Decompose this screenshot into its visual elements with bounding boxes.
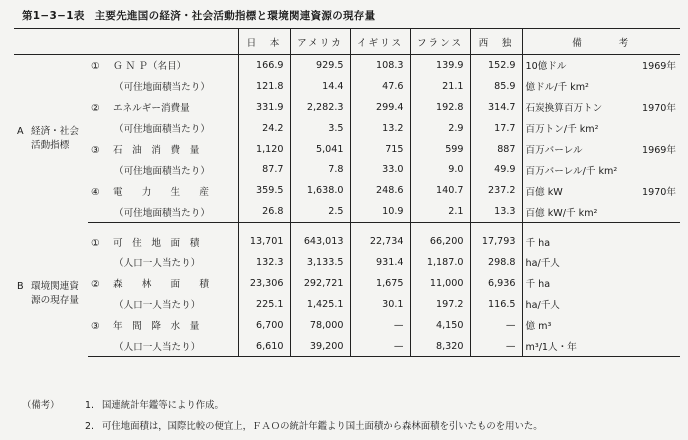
item-label: Ｇ Ｎ Ｐ（名目） [113, 61, 187, 73]
value-cell: 132.3 [238, 252, 290, 273]
table-row [14, 315, 680, 336]
group-letter: A [17, 125, 24, 137]
header-blank [14, 29, 238, 55]
table-row [14, 180, 680, 201]
note-1 [22, 397, 543, 418]
value-cell: 192.8 [410, 97, 470, 118]
table-title [22, 8, 375, 23]
value-cell: 359.5 [238, 180, 290, 201]
remark-unit: 百万バーレル [525, 145, 583, 156]
remark-unit: m³/1人・年 [525, 342, 577, 354]
row-label [88, 97, 238, 118]
value-cell: 292,721 [290, 273, 350, 294]
remark-year: 1969年 [641, 145, 676, 156]
remark-cell [522, 294, 680, 315]
table-title-text: 主要先進国の経済・社会活動指標と環境関連資源の現存量 [94, 10, 376, 22]
remark-cell [522, 76, 680, 97]
header-japan: 日 本 [238, 29, 290, 55]
value-cell: 1,120 [238, 139, 290, 160]
row-label: （可住地面積当たり） [114, 82, 210, 94]
value-cell: 33.0 [350, 159, 410, 180]
row-label: （人口一人当たり） [114, 300, 201, 312]
group-letter: B [17, 281, 24, 293]
item-label: 可 住 地 面 積 [113, 237, 200, 249]
value-cell: 6,610 [238, 336, 290, 357]
remark-unit: ha/千人 [525, 258, 560, 270]
table-row [14, 336, 680, 357]
value-cell: 108.3 [350, 55, 410, 76]
row-label: （人口一人当たり） [88, 336, 238, 357]
remark-unit: 百万バーレル/千 km² [525, 165, 618, 177]
value-cell: 237.2 [470, 180, 522, 201]
item-label: 石 油 消 費 量 [113, 145, 200, 156]
value-cell: 39,200 [290, 336, 350, 357]
table-row [14, 76, 680, 97]
row-label [88, 180, 238, 201]
header-remarks: 備 考 [522, 29, 680, 55]
table-row [14, 231, 680, 252]
remark-unit: 千 ha [525, 237, 551, 249]
value-cell: 331.9 [238, 97, 290, 118]
header-uk: イギリス [350, 29, 410, 55]
table-row [14, 252, 680, 273]
item-number: ② [91, 103, 100, 115]
value-cell: 24.2 [238, 118, 290, 139]
table-row [14, 201, 680, 222]
value-cell: 197.2 [410, 294, 470, 315]
remark-unit: 百億 kW [525, 186, 563, 198]
value-cell: 140.7 [410, 180, 470, 201]
remark-cell [522, 55, 680, 76]
value-cell: 85.9 [470, 76, 522, 97]
value-cell: 47.6 [350, 76, 410, 97]
value-cell: 87.7 [238, 159, 290, 180]
value-cell: 299.4 [350, 97, 410, 118]
note-text: 国連統計年鑑等により作成。 [102, 400, 224, 411]
row-label: （人口一人当たり） [114, 258, 201, 270]
remark-cell [522, 315, 680, 336]
remark-cell [522, 273, 680, 294]
value-cell: 166.9 [238, 55, 290, 76]
row-label [88, 139, 238, 160]
item-number: ① [91, 61, 100, 73]
item-number: ③ [91, 145, 100, 156]
note-number: 1. [85, 400, 94, 411]
value-cell: 3.5 [290, 118, 350, 139]
table-row [14, 159, 680, 180]
remark-cell [522, 336, 680, 357]
remark-unit: 千 ha [525, 279, 551, 291]
value-cell: 3,133.5 [290, 252, 350, 273]
value-cell: 314.7 [470, 97, 522, 118]
group-text: 環境関連資源の現存量 [31, 281, 79, 307]
note-number: 2. [85, 421, 94, 432]
value-cell: 6,936 [470, 273, 522, 294]
item-label: 年 間 降 水 量 [113, 321, 200, 333]
value-cell: 887 [470, 139, 522, 160]
value-cell: 152.9 [470, 55, 522, 76]
row-label: （可住地面積当たり） [114, 124, 210, 136]
remark-cell [522, 180, 680, 201]
remark-unit: ha/千人 [525, 300, 560, 312]
value-cell: 6,700 [238, 315, 290, 336]
table-row [14, 273, 680, 294]
table-row [14, 139, 680, 160]
remark-unit: 百万トン/千 km² [525, 124, 599, 136]
value-cell: 2.5 [290, 201, 350, 222]
value-cell: 13.3 [470, 201, 522, 222]
item-number: ④ [91, 186, 100, 198]
table-number: 第1−3−1表 [22, 10, 85, 22]
row-label [88, 55, 238, 76]
remark-cell [522, 139, 680, 160]
row-label [88, 273, 238, 294]
value-cell: 139.9 [410, 55, 470, 76]
table-row [14, 55, 680, 76]
item-number: ③ [91, 321, 100, 333]
remark-unit: 10億ドル [525, 61, 567, 73]
value-cell: 17,793 [470, 231, 522, 252]
value-cell: 116.5 [470, 294, 522, 315]
remark-cell [522, 252, 680, 273]
note-2 [22, 418, 543, 439]
notes-label: （備考） [22, 400, 60, 411]
value-cell: 643,013 [290, 231, 350, 252]
remark-unit: 百億 kW/千 km² [525, 207, 598, 219]
value-cell: 2,282.3 [290, 97, 350, 118]
value-cell: 21.1 [410, 76, 470, 97]
value-cell: 26.8 [238, 201, 290, 222]
remark-unit: 億ドル/千 km² [525, 82, 589, 94]
value-cell: 2.9 [410, 118, 470, 139]
value-cell: 1,187.0 [410, 252, 470, 273]
value-cell: 13,701 [238, 231, 290, 252]
value-cell: 30.1 [350, 294, 410, 315]
header-france: フランス [410, 29, 470, 55]
value-cell: 298.8 [470, 252, 522, 273]
item-label: エネルギー消費量 [113, 103, 190, 115]
row-label: （可住地面積当たり） [88, 201, 238, 222]
group-label-b [14, 231, 88, 357]
value-cell: — [350, 315, 410, 336]
value-cell: 17.7 [470, 118, 522, 139]
value-cell: 1,425.1 [290, 294, 350, 315]
value-cell: 13.2 [350, 118, 410, 139]
row-label: （可住地面積当たり） [114, 165, 210, 177]
value-cell: 14.4 [290, 76, 350, 97]
remark-year: 1970年 [641, 186, 676, 198]
value-cell: 22,734 [350, 231, 410, 252]
value-cell: 9.0 [410, 159, 470, 180]
remark-cell [522, 159, 680, 180]
remark-year: 1970年 [641, 103, 676, 115]
table-row [14, 97, 680, 118]
note-text: 可住地面積は，国際比較の便宜上，ＦＡＯの統計年鑑より国土面積から森林面積を引いたものを用いた。 [102, 421, 543, 432]
item-label: 電 力 生 産 [113, 186, 209, 198]
item-number: ① [91, 237, 100, 249]
value-cell: 66,200 [410, 231, 470, 252]
table-row [14, 118, 680, 139]
value-cell: 23,306 [238, 273, 290, 294]
remark-cell [522, 201, 680, 222]
remark-cell [522, 231, 680, 252]
value-cell: 715 [350, 139, 410, 160]
header-row [14, 29, 680, 55]
value-cell: 49.9 [470, 159, 522, 180]
value-cell: 599 [410, 139, 470, 160]
value-cell: 7.8 [290, 159, 350, 180]
value-cell: 10.9 [350, 201, 410, 222]
remark-unit: 億 m³ [525, 321, 552, 333]
header-west-germany: 西 独 [470, 29, 522, 55]
row-label [88, 315, 238, 336]
group-label-a [14, 55, 88, 223]
value-cell: 121.8 [238, 76, 290, 97]
remark-year: 1969年 [641, 61, 676, 73]
group-separator [14, 223, 680, 232]
value-cell: 248.6 [350, 180, 410, 201]
item-label: 森 林 面 積 [113, 279, 209, 291]
value-cell: 78,000 [290, 315, 350, 336]
value-cell: — [350, 336, 410, 357]
group-text: 経済・社会活動指標 [31, 125, 79, 151]
table-row [14, 294, 680, 315]
header-usa: アメリカ [290, 29, 350, 55]
value-cell: 929.5 [290, 55, 350, 76]
item-number: ② [91, 279, 100, 291]
value-cell: 1,638.0 [290, 180, 350, 201]
value-cell: 8,320 [410, 336, 470, 357]
value-cell: 2.1 [410, 201, 470, 222]
value-cell: — [470, 336, 522, 357]
row-label [88, 231, 238, 252]
value-cell: — [470, 315, 522, 336]
notes [22, 397, 543, 439]
remark-cell [522, 118, 680, 139]
value-cell: 1,675 [350, 273, 410, 294]
value-cell: 225.1 [238, 294, 290, 315]
value-cell: 931.4 [350, 252, 410, 273]
value-cell: 4,150 [410, 315, 470, 336]
value-cell: 11,000 [410, 273, 470, 294]
remark-cell [522, 97, 680, 118]
remark-unit: 石炭換算百万トン [525, 103, 603, 115]
value-cell: 5,041 [290, 139, 350, 160]
data-table [14, 28, 680, 357]
